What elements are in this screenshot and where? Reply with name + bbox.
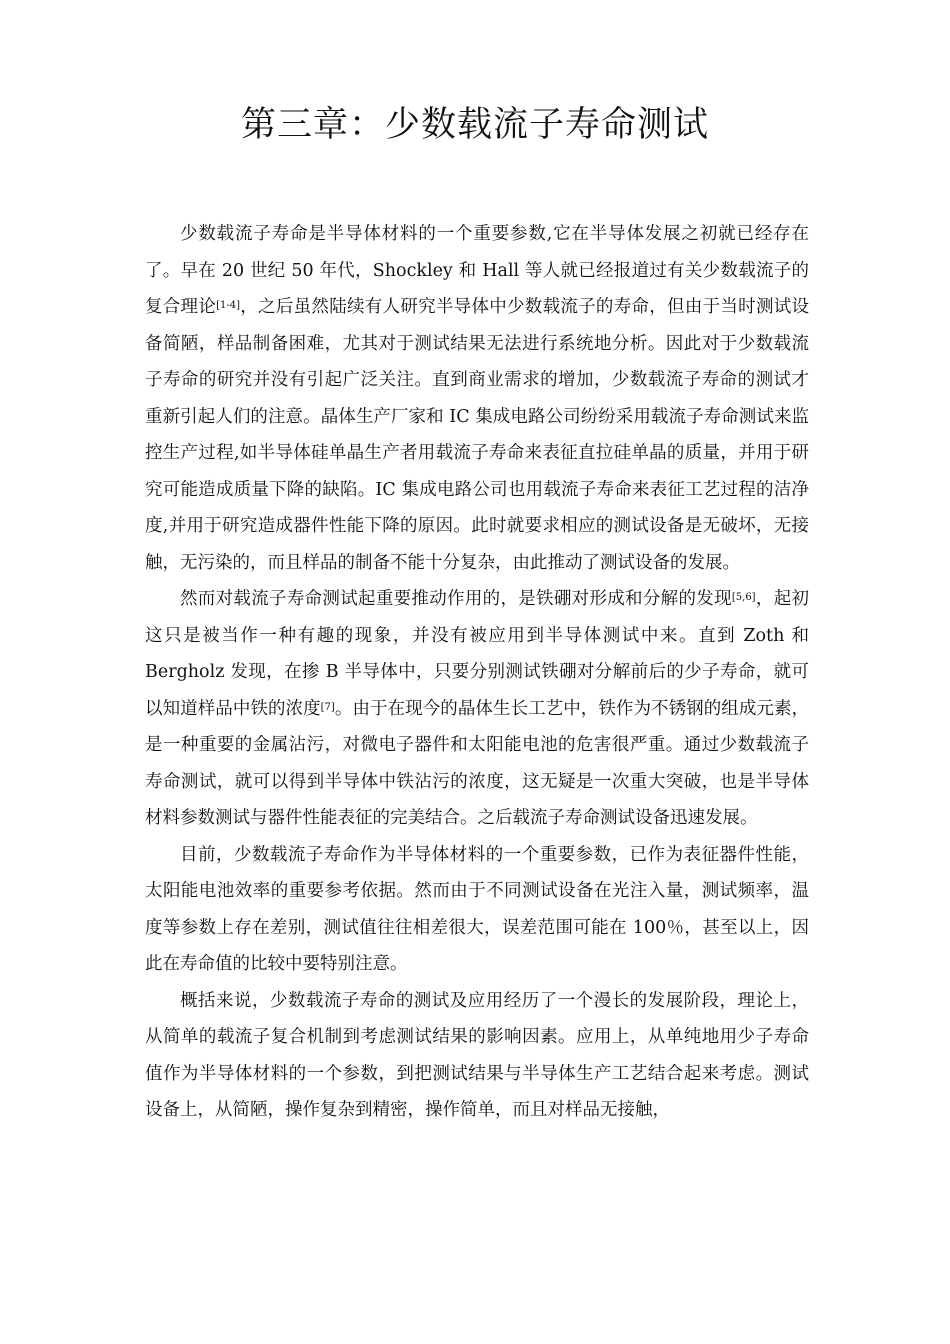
paragraph-1	[145, 216, 809, 581]
paragraph-2-text-2: ，起初这只是被当作一种有趣的现象，并没有被应用到半导体测试中来。直到 Zoth 和 Bergholz 发现，在掺 B 半导体中，只要分别测试铁硼对分解前后的少子寿命，就可以知道样品中铁的浓度	[145, 589, 810, 719]
chapter-title: 第三章：少数载流子寿命测试	[240, 105, 709, 145]
paragraph-2	[145, 581, 809, 837]
citation-1-4: [1-4]	[216, 300, 241, 311]
paragraph-2-text-1: 然而对载流子寿命测试起重要推动作用的，是铁硼对形成和分解的发现	[180, 589, 732, 609]
body-text	[145, 216, 809, 1129]
paragraph-1-text-1: 少数载流子寿命是半导体材料的一个重要参数,它在半导体发展之初就已经存在了。早在 20 世纪 50 年代，Shockley 和 Hall 等人就已经报道过有关少数载流子的复合理论	[145, 224, 809, 317]
paragraph-3	[145, 837, 809, 983]
citation-5-6: [5,6]	[731, 592, 756, 603]
paragraph-4	[145, 983, 809, 1129]
paragraph-4-text-1: 概括来说，少数载流子寿命的测试及应用经历了一个漫长的发展阶段，理论上，从简单的载流子复合机制到考虑测试结果的影响因素。应用上，从单纯地用少子寿命值作为半导体材料的一个参数，到把测试结果与半导体生产工艺结合起来考虑。测试设备上，从简陋，操作复杂到精密，操作简单，而且对样品无接触，	[145, 990, 809, 1120]
citation-7: [7]	[320, 701, 335, 713]
paragraph-2-text-3: 。由于在现今的晶体生长工艺中，铁作为不锈钢的组成元素，是一种重要的金属沾污，对微电子器件和太阳能电池的危害很严重。通过少数载流子寿命测试，就可以得到半导体中铁沾污的浓度，这无疑是一次重大突破，也是半导体材料参数测试与器件性能表征的完美结合。之后载流子寿命测试设备迅速发展。	[145, 698, 810, 828]
paragraph-3-text-1: 目前，少数载流子寿命作为半导体材料的一个重要参数，已作为表征器件性能，太阳能电池效率的重要参考依据。然而由于不同测试设备在光注入量，测试频率，温度等参数上存在差别，测试值往往相差很大，误差范围可能在 100％，甚至以上，因此在寿命值的比较中要特别注意。	[145, 844, 809, 974]
paragraph-1-text-2: ，之后虽然陆续有人研究半导体中少数载流子的寿命，但由于当时测试设备简陋，样品制备困难，尤其对于测试结果无法进行系统地分析。因此对于少数载流子寿命的研究并没有引起广泛关注。直到商业需求的增加，少数载流子寿命的测试才重新引起人们的注意。晶体生产厂家和 IC 集成电路公司纷纷采用载流子寿命测试来监控生产过程,如半导体硅单晶生产者用载流子寿命来表征直拉硅单晶的质量，并用于研究可能造成质量下降的缺陷。IC 集成电路公司也用载流子寿命来表征工艺过程的洁净度,并用于研究造成器件性能下降的原因。此时就要求相应的测试设备是无破坏，无接触，无污染的，而且样品的制备不能十分复杂，由此推动了测试设备的发展。	[145, 297, 810, 573]
